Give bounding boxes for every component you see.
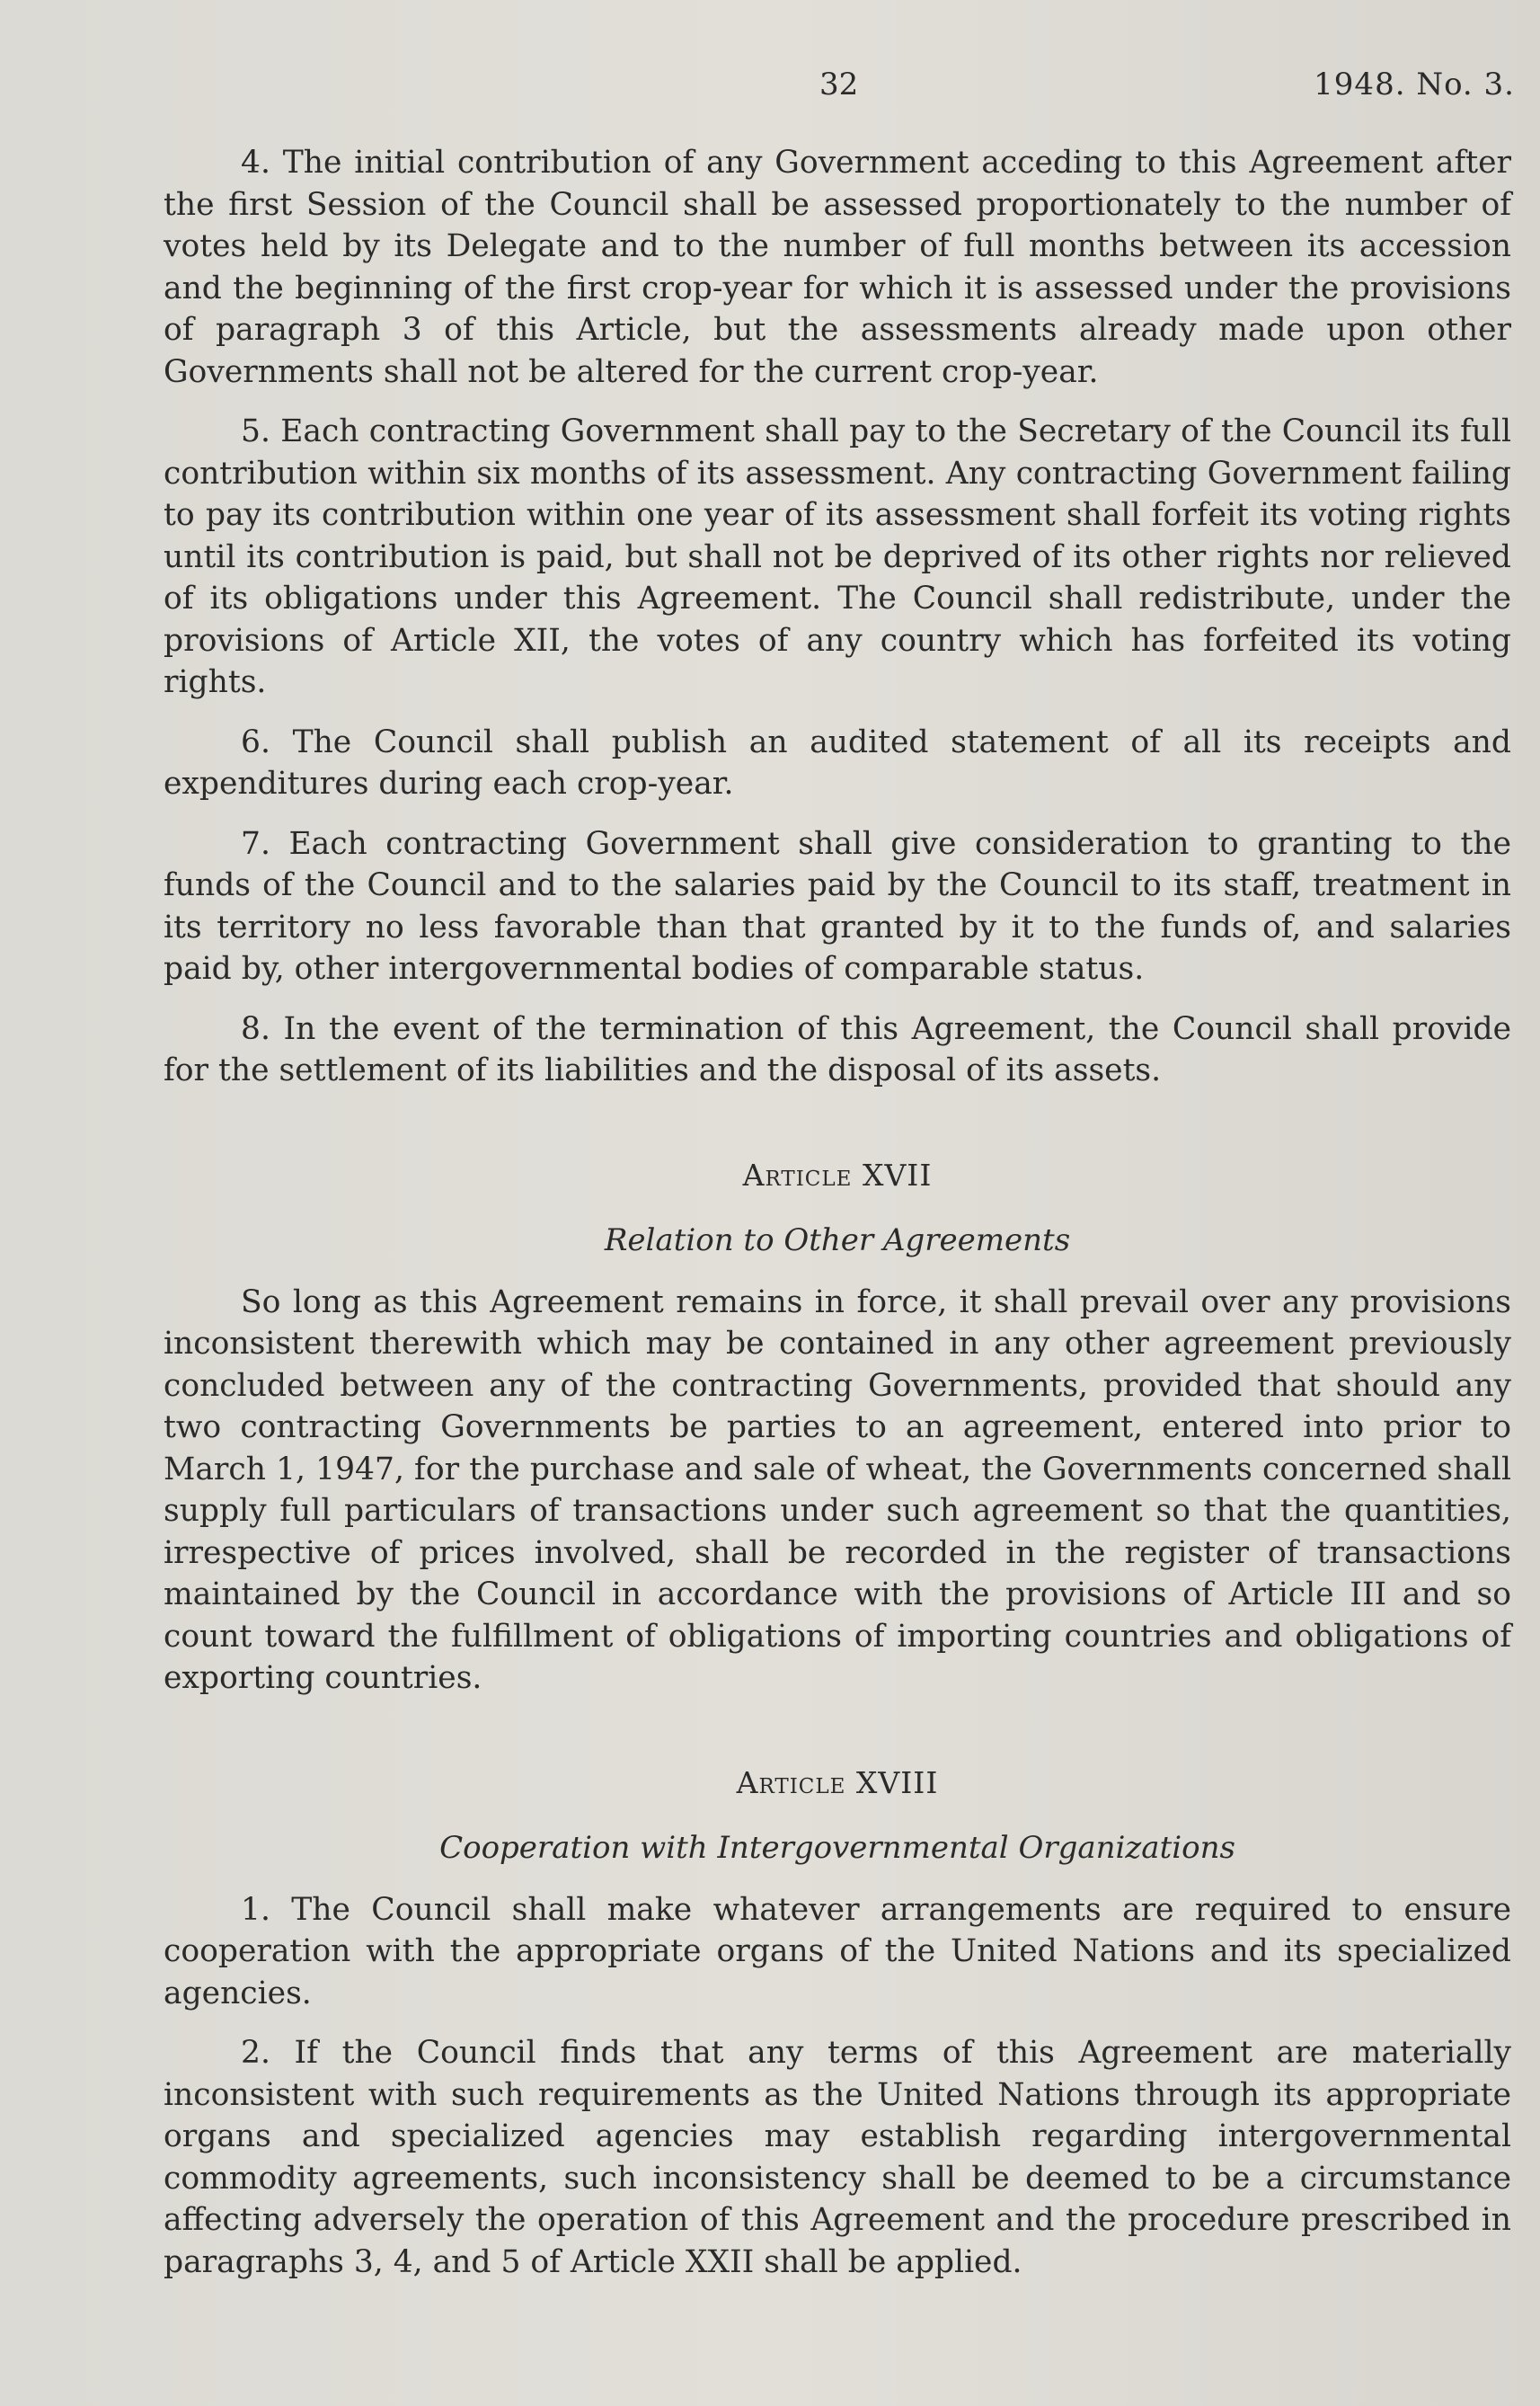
paragraph-4: 4. The initial contribution of any Government acceding to this Agreement after the first Session of the Council shall be assessed proportionately to the number of votes held by its Delegate and to the number of full months between its accession and the beginning of the first crop-year for which it is assessed under the provisions of paragraph 3 of this Article, but the assessments already made upon other Governments shall not be altered for the current crop-year. (164, 145, 1511, 390)
article-xviii-subtitle: Cooperation with Intergovernmental Organizations (439, 1830, 1235, 1866)
article-xviii-heading: Article XVIII (736, 1764, 939, 1800)
page-number: 32 (819, 67, 859, 102)
paragraph-5: 5. Each contracting Government shall pay to the Secretary of the Council its full contribution within six months of its assessment. Any contracting Government failing to pay its contribution within one year of its assessment shall forfeit its voting rights until its contribution is paid, but shall not be deprived of its other rights nor relieved of its obligations under this Agreement. The Council shall redistribute, under the provisions of Article XII, the votes of any country which has forfeited its voting rights. (164, 413, 1511, 700)
page-header (162, 67, 1515, 111)
paragraph-7: 7. Each contracting Government shall give consideration to granting to the funds of the Council and to the salaries paid by the Council to its staff, treatment in its territory no less favorable than that granted by it to the funds of, and salaries paid by, other intergovernmental bodies of comparable status. (164, 825, 1511, 987)
article-xvii-paragraph: So long as this Agreement remains in force, it shall prevail over any provisions inconsistent therewith which may be contained in any other agreement previously concluded between any of the contracting Governments, provided that should any two contracting Governments be parties to an agreement, entered into prior to March 1, 1947, for the purchase and sale of wheat, the Governments concerned shall supply full particulars of transactions under such agreement so that the quantities, irrespective of prices involved, shall be recorded in the register of transactions maintained by the Council in accordance with the provisions of Article III and so count toward the fulfillment of obligations of importing countries and obligations of exporting countries. (164, 1283, 1511, 1696)
page-body (164, 142, 1511, 2301)
paragraph-8: 8. In the event of the termination of this Agreement, the Council shall provide for the settlement of its liabilities and the disposal of its assets. (164, 1010, 1511, 1088)
running-head: 1948. No. 3. (1314, 67, 1515, 102)
paragraph-6: 6. The Council shall publish an audited statement of all its receipts and expenditures during each crop-year. (164, 724, 1511, 802)
article-xviii-paragraph-2: 2. If the Council finds that any terms of this Agreement are materially inconsistent with such requirements as the United Nations through its appropriate organs and specialized agencies may establish regarding intergovernmental commodity agreements, such inconsistency shall be deemed to be a circumstance affecting adversely the operation of this Agreement and the procedure prescribed in paragraphs 3, 4, and 5 of Article XXII shall be applied. (164, 2035, 1511, 2280)
article-xvii-heading: Article XVII (742, 1157, 933, 1193)
article-xvii-subtitle: Relation to Other Agreements (604, 1222, 1071, 1258)
article-xviii-paragraph-1: 1. The Council shall make whatever arrangements are required to ensure cooperation with the appropriate organs of the United Nations and its specialized agencies. (164, 1891, 1511, 2011)
